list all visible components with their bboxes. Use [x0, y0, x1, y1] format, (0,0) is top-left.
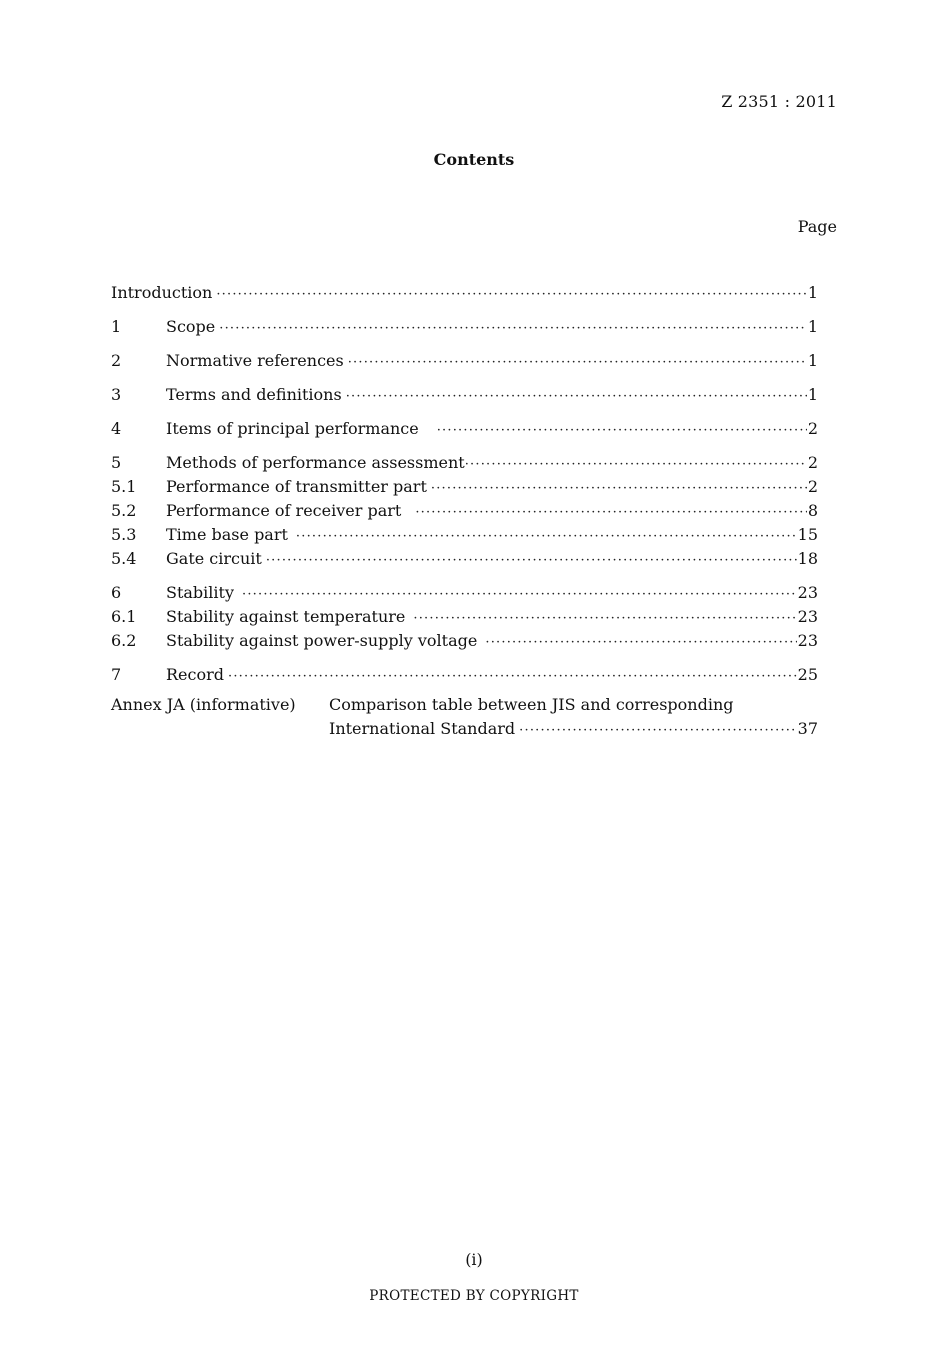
- dot-leader: [415, 501, 807, 525]
- dot-leader: [431, 477, 807, 501]
- dot-leader: [242, 583, 797, 607]
- dot-leader: [413, 607, 796, 631]
- toc-entry-gate-circuit[interactable]: [111, 547, 818, 571]
- toc-entry-page: 1: [807, 385, 818, 404]
- page-column-label: Page: [797, 217, 837, 236]
- toc-entry-page: 2: [807, 477, 818, 496]
- dot-leader: [485, 631, 796, 655]
- toc-entry-number: 4: [111, 419, 122, 438]
- toc-entry-page: 15: [797, 525, 818, 544]
- dot-leader: [519, 719, 796, 743]
- dot-leader: [296, 525, 797, 549]
- dot-leader: [465, 453, 807, 477]
- annex-page: 37: [797, 719, 818, 738]
- toc-entry-number: 5.2: [111, 501, 137, 520]
- toc-entry-introduction[interactable]: [111, 281, 818, 305]
- toc-entry-number: 5: [111, 453, 122, 472]
- toc-entry-number: 6: [111, 583, 122, 602]
- toc-entry-number: 6.1: [111, 607, 137, 626]
- toc-entry-title: Items of principal performance: [166, 419, 419, 438]
- table-of-contents: [111, 281, 818, 687]
- dot-leader: [346, 385, 807, 409]
- toc-entry-record[interactable]: [111, 663, 818, 687]
- toc-entry-number: 5.1: [111, 477, 137, 496]
- dot-leader: [216, 283, 806, 307]
- annex-title-row2: [329, 717, 818, 743]
- toc-entry-page: 25: [797, 665, 818, 684]
- toc-entry-number: 5.4: [111, 549, 137, 568]
- toc-entry-page: 1: [807, 317, 818, 336]
- toc-entry-number: 7: [111, 665, 122, 684]
- page-number: (i): [465, 1250, 483, 1269]
- toc-entry-page: 23: [797, 583, 818, 602]
- toc-entry-stability[interactable]: [111, 581, 818, 605]
- toc-entry-page: 1: [807, 283, 818, 302]
- toc-entry-number: 6.2: [111, 631, 137, 650]
- copyright-notice: PROTECTED BY COPYRIGHT: [369, 1288, 579, 1304]
- toc-entry-title: Stability against power-supply voltage: [166, 631, 478, 650]
- toc-entry-performance-of-transmitter-part[interactable]: [111, 475, 818, 499]
- toc-entry-number: 5.3: [111, 525, 137, 544]
- toc-entry-title: Gate circuit: [166, 549, 262, 568]
- toc-entry-page: 23: [797, 607, 818, 626]
- toc-entry-page: 23: [797, 631, 818, 650]
- toc-entry-title: Methods of performance assessment: [166, 453, 465, 472]
- contents-heading: Contents: [433, 150, 515, 169]
- toc-entry-title: Introduction: [111, 283, 213, 302]
- annex-label: Annex JA (informative): [111, 695, 296, 714]
- toc-entry-title: Record: [166, 665, 224, 684]
- toc-entry-title: Stability against temperature: [166, 607, 406, 626]
- dot-leader: [348, 351, 807, 375]
- toc-entry-title: Terms and definitions: [166, 385, 342, 404]
- toc-entry-items-of-principal-performance[interactable]: [111, 417, 818, 441]
- toc-entry-title: Stability: [166, 583, 234, 602]
- dot-leader: [219, 317, 807, 341]
- toc-entry-scope[interactable]: [111, 315, 818, 339]
- toc-entry-methods-of-performance-assessment[interactable]: [111, 451, 818, 475]
- dot-leader: [228, 665, 797, 689]
- toc-entry-performance-of-receiver-part[interactable]: [111, 499, 818, 523]
- toc-entry-title: Time base part: [166, 525, 288, 544]
- dot-leader: [437, 419, 807, 443]
- dot-leader: [266, 549, 797, 573]
- toc-entry-time-base-part[interactable]: [111, 523, 818, 547]
- document-id: Z 2351 : 2011: [721, 92, 837, 111]
- toc-entry-stability-against-temperature[interactable]: [111, 605, 818, 629]
- toc-entry-title: Normative references: [166, 351, 344, 370]
- toc-entry-title: Performance of receiver part: [166, 501, 402, 520]
- toc-entry-page: 1: [807, 351, 818, 370]
- toc-entry-terms-and-definitions[interactable]: [111, 383, 818, 407]
- toc-entry-page: 2: [807, 419, 818, 438]
- toc-entry-title: Performance of transmitter part: [166, 477, 427, 496]
- toc-entry-title: Scope: [166, 317, 216, 336]
- toc-entry-page: 8: [807, 501, 818, 520]
- toc-entry-number: 3: [111, 385, 122, 404]
- toc-entry-number: 1: [111, 317, 122, 336]
- annex-title-line2: International Standard: [329, 719, 516, 738]
- toc-entry-stability-against-power-supply-voltage[interactable]: [111, 629, 818, 653]
- toc-entry-number: 2: [111, 351, 122, 370]
- annex-title-line1: Comparison table between JIS and corresponding: [329, 695, 734, 714]
- toc-entry-page: 18: [797, 549, 818, 568]
- toc-entry-normative-references[interactable]: [111, 349, 818, 373]
- toc-entry-page: 2: [807, 453, 818, 472]
